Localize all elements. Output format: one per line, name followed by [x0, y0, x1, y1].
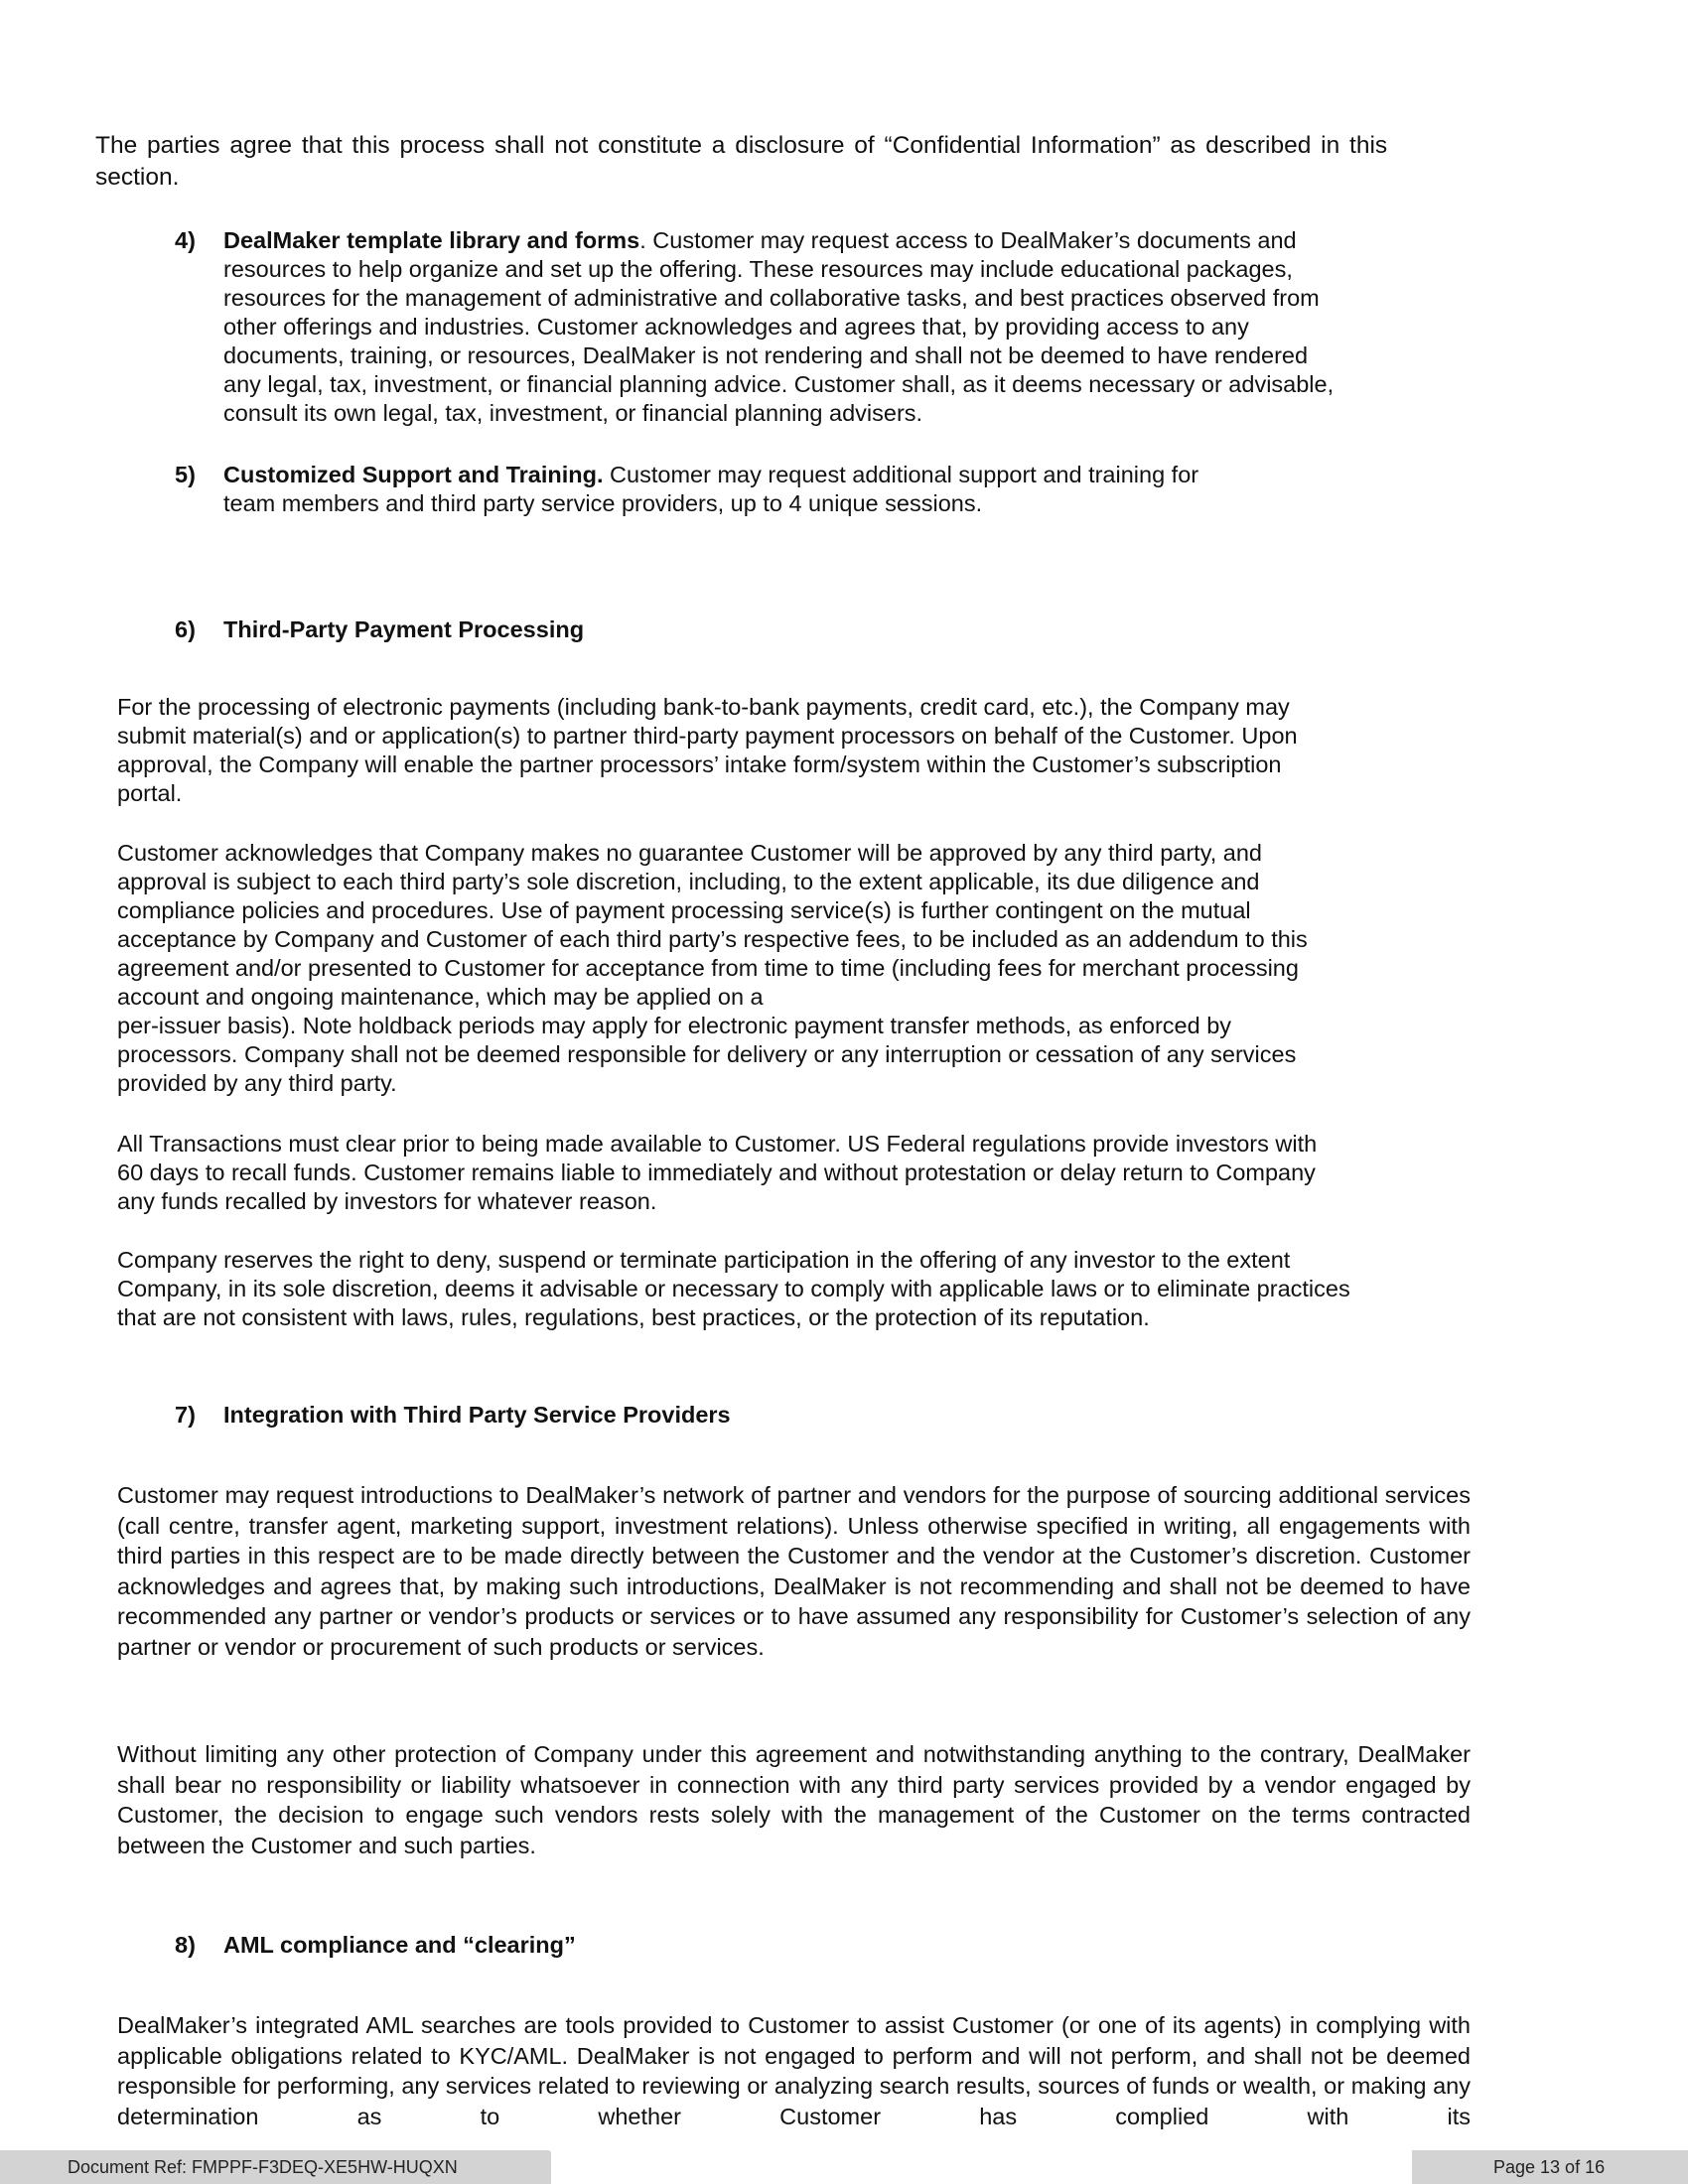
footer-document-ref: [0, 2150, 551, 2184]
list-item-4: [175, 226, 1485, 428]
paragraph-line: account and ongoing maintenance, which may be applied on a: [117, 984, 764, 1010]
section-6-paragraph-4: [117, 1246, 1473, 1332]
page-number-text: Page 13 of 16: [1493, 2157, 1606, 2177]
document-ref-text: Document Ref: FMPPF-F3DEQ-XE5HW-HUQXN: [68, 2157, 458, 2177]
list-item-text: resources to help organize and set up the offering. These resources may include educational packages,: [223, 256, 1293, 282]
paragraph-line: compliance policies and procedures. Use of payment processing service(s) is further contingent on the mutual: [117, 897, 1251, 923]
list-item-text: resources for the management of administrative and collaborative tasks, and best practices observed from: [223, 285, 1320, 311]
paragraph-line: For the processing of electronic payments (including bank-to-bank payments, credit card, etc.), the Company may: [117, 694, 1290, 720]
paragraph-line: per-issuer basis). Note holdback periods may apply for electronic payment transfer methods, as enforced by: [117, 1013, 1232, 1038]
section-6-paragraph-3: [117, 1130, 1473, 1216]
section-number: 7): [175, 1402, 196, 1428]
list-item-text: . Customer may request access to DealMaker’s documents and: [639, 227, 1297, 253]
paragraph-line: approval is subject to each third party’s sole discretion, including, to the extent applicable, its due diligence and: [117, 869, 1260, 894]
section-title: Third-Party Payment Processing: [223, 616, 585, 642]
section-number: 6): [175, 616, 196, 642]
section-number: 8): [175, 1932, 196, 1958]
section-7-paragraph-1: Customer may request introductions to DealMaker’s network of partner and vendors for the purpose of sourcing additional services (call centre, transfer agent, marketing support, investment relations). Unless otherwise specified in writing, all engagements with third parties in this respect are to be made directly between the Customer and the vendor at the Customer’s discretion. Customer acknowledges and agrees that, by making such introductions, DealMaker is not recommending and shall not be deemed to have recommended any partner or vendor’s products or services or to have assumed any responsibility for Customer’s selection of any partner or vendor or procurement of such products or services.: [117, 1482, 1471, 1660]
footer-page-indicator: [1412, 2150, 1688, 2184]
list-item-text: documents, training, or resources, DealMaker is not rendering and shall not be deemed to have rendered: [223, 342, 1309, 368]
paragraph-line: agreement and/or presented to Customer for acceptance from time to time (including fees for merchant processing: [117, 955, 1299, 981]
list-item-text: other offerings and industries. Customer acknowledges and agrees that, by providing access to any: [223, 314, 1249, 340]
intro-line: section.: [95, 164, 180, 191]
paragraph-line: 60 days to recall funds. Customer remains liable to immediately and without protestation or delay return to Company: [117, 1160, 1316, 1185]
paragraph-line: provided by any third party.: [117, 1070, 397, 1096]
paragraph-line: any funds recalled by investors for whatever reason.: [117, 1188, 657, 1214]
list-item-text: consult its own legal, tax, investment, or financial planning advisers.: [223, 400, 923, 426]
section-6-paragraph-1: [117, 693, 1473, 808]
list-item-text: team members and third party service providers, up to 4 unique sessions.: [223, 490, 983, 516]
list-item-title: DealMaker template library and forms: [223, 227, 640, 253]
section-6-paragraph-2: [117, 839, 1473, 1098]
list-item-text: Customer may request additional support and training for: [603, 462, 1199, 487]
paragraph-line: processors. Company shall not be deemed responsible for delivery or any interruption or cessation of any services: [117, 1041, 1297, 1067]
list-item-5: [175, 461, 1485, 518]
intro-paragraph: [95, 130, 1545, 194]
section-title: Integration with Third Party Service Providers: [223, 1402, 731, 1428]
list-item-text: any legal, tax, investment, or financial planning advice. Customer shall, as it deems necessary or advisable,: [223, 371, 1335, 397]
section-title: AML compliance and “clearing”: [223, 1932, 576, 1958]
paragraph-line: Company, in its sole discretion, deems it advisable or necessary to comply with applicable laws or to eliminate practices: [117, 1276, 1350, 1301]
list-item-title: Customized Support and Training.: [223, 462, 604, 487]
paragraph-line: that are not consistent with laws, rules, regulations, best practices, or the protection of its reputation.: [117, 1304, 1150, 1330]
paragraph-line: Company reserves the right to deny, suspend or terminate participation in the offering of any investor to the extent: [117, 1247, 1291, 1273]
paragraph-line: acceptance by Company and Customer of each third party’s respective fees, to be included as an addendum to this: [117, 926, 1308, 952]
section-heading-8: [175, 1931, 576, 1960]
list-item-number: 5): [175, 462, 196, 487]
paragraph-line: All Transactions must clear prior to being made available to Customer. US Federal regulations provide investors with: [117, 1131, 1318, 1157]
intro-line: The parties agree that this process shall not constitute a disclosure of “Confidential Information” as described in this: [95, 132, 1388, 159]
section-8-paragraph-1: DealMaker’s integrated AML searches are tools provided to Customer to assist Customer (or one of its agents) in complying with applicable obligations related to KYC/AML. DealMaker is not engaged to perform and will not perform, and shall not be deemed responsible for performing, any services related to reviewing or analyzing search results, sources of funds or wealth, or making any determination as to whether Customer has complied with its: [117, 2012, 1471, 2129]
section-heading-7: [175, 1401, 731, 1430]
paragraph-line: portal.: [117, 780, 183, 806]
paragraph-line: submit material(s) and or application(s) to partner third-party payment processors on behalf of the Customer. Upon: [117, 723, 1298, 749]
section-heading-6: [175, 615, 584, 644]
paragraph-line: Customer acknowledges that Company makes no guarantee Customer will be approved by any third party, and: [117, 840, 1262, 866]
list-item-number: 4): [175, 227, 196, 253]
paragraph-line: approval, the Company will enable the partner processors’ intake form/system within the Customer’s subscription: [117, 751, 1282, 777]
section-7-paragraph-2: Without limiting any other protection of Company under this agreement and notwithstanding anything to the contrary, DealMaker shall bear no responsibility or liability whatsoever in connection with any third party services provided by a vendor engaged by Customer, the decision to engage such vendors rests solely with the management of the Customer on the terms contracted between the Customer and such parties.: [117, 1741, 1471, 1858]
